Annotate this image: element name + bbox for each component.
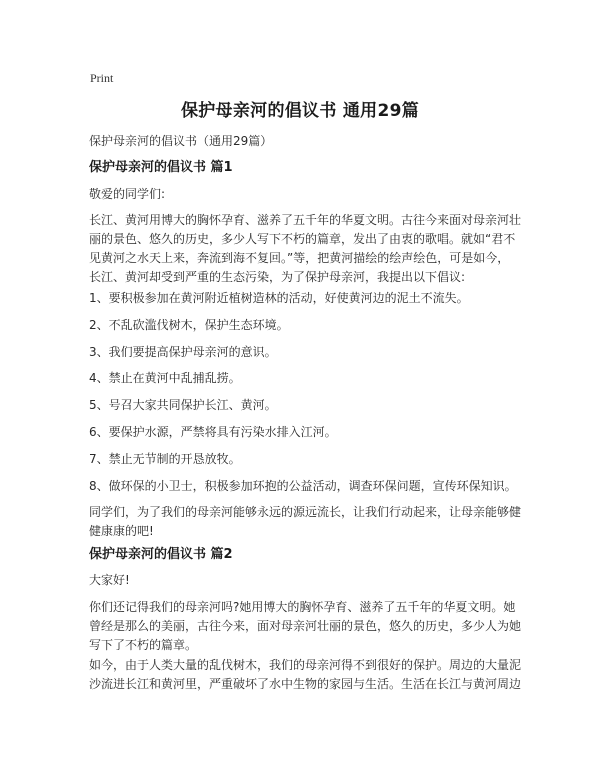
list-item-text: 8、做环保的小卫士，积极参加环抱的公益活动，调查环保问题，宣传环保知识。	[89, 479, 517, 493]
paragraph-line: 如今，由于人类大量的乱伐树木，我们的母亲河得不到很好的保护。周边的大量泥	[89, 658, 522, 672]
list-item	[89, 343, 519, 362]
intro-paragraph	[89, 211, 522, 287]
list-item-text: 5、号召大家共同保护长江、黄河。	[89, 398, 277, 412]
list-item-text: 2、不乱砍滥伐树木，保护生态环境。	[89, 318, 289, 332]
paragraph-line: 写下了不朽的篇章。	[89, 638, 198, 652]
list-item	[89, 396, 519, 415]
section-heading-2	[89, 545, 519, 564]
list-item	[89, 316, 519, 335]
list-item-text: 1、要积极参加在黄河附近植树造林的活动，好使黄河边的泥土不流失。	[89, 291, 469, 305]
greeting-text: 大家好!	[89, 573, 130, 587]
paragraph-line: 你们还记得我们的母亲河吗?她用博大的胸怀孕育、滋养了五千年的华夏文明。她	[89, 600, 516, 614]
paragraph-line: 见黄河之水天上来，奔流到海不复回。”等，把黄河描绘的绘声绘色，可是如今，	[89, 251, 510, 265]
document-title: 保护母亲河的倡议书 通用29篇	[180, 101, 420, 121]
paragraph-line: 长江、黄河用博大的胸怀孕育、滋养了五千年的华夏文明。古往今来面对母亲河壮	[89, 213, 522, 227]
paragraph-line: 长江、黄河却受到严重的生态污染，为了保护母亲河，我提出以下倡议:	[89, 270, 466, 284]
section-heading-text: 保护母亲河的倡议书 篇2	[89, 547, 233, 562]
section-heading-text: 保护母亲河的倡议书 篇1	[89, 160, 233, 175]
paragraph-line: 沙流进长江和黄河里，严重破坏了水中生物的家园与生活。生活在长江与黄河周边	[89, 677, 522, 691]
list-item	[89, 477, 519, 496]
paragraph-line: 曾经是那么的美丽，古往今来，面对母亲河壮丽的景色，悠久的历史，多少人为她	[89, 619, 522, 633]
greeting-text: 敬爱的同学们:	[89, 187, 166, 201]
list-item	[89, 423, 519, 442]
list-item	[89, 369, 519, 388]
greeting-1	[89, 185, 519, 204]
list-item	[89, 450, 519, 469]
paragraph-line: 丽的景色、悠久的历史，多少人写下不朽的篇章，发出了由衷的歌唱。就如“君不	[89, 232, 516, 246]
closing-paragraph	[89, 503, 522, 541]
paragraph-line: 同学们，为了我们的母亲河能够永远的源远流长，让我们行动起来，让母亲能够健	[89, 505, 522, 519]
paragraph-line: 健康康的吧!	[89, 524, 154, 538]
list-item-text: 7、禁止无节制的开恳放牧。	[89, 452, 241, 466]
list-item-text: 4、禁止在黄河中乱捕乱捞。	[89, 371, 241, 385]
list-item-text: 6、要保护水源，严禁将具有污染水排入江河。	[89, 425, 337, 439]
greeting-2	[89, 571, 519, 590]
document-subtitle	[89, 132, 519, 151]
print-label[interactable]: Print	[90, 71, 114, 85]
subtitle-text: 保护母亲河的倡议书（通用29篇）	[89, 134, 273, 148]
paragraph	[89, 598, 522, 655]
list-item-text: 3、我们要提高保护母亲河的意识。	[89, 345, 277, 359]
paragraph	[89, 656, 522, 694]
section-heading-1	[89, 158, 519, 177]
list-item	[89, 289, 519, 308]
